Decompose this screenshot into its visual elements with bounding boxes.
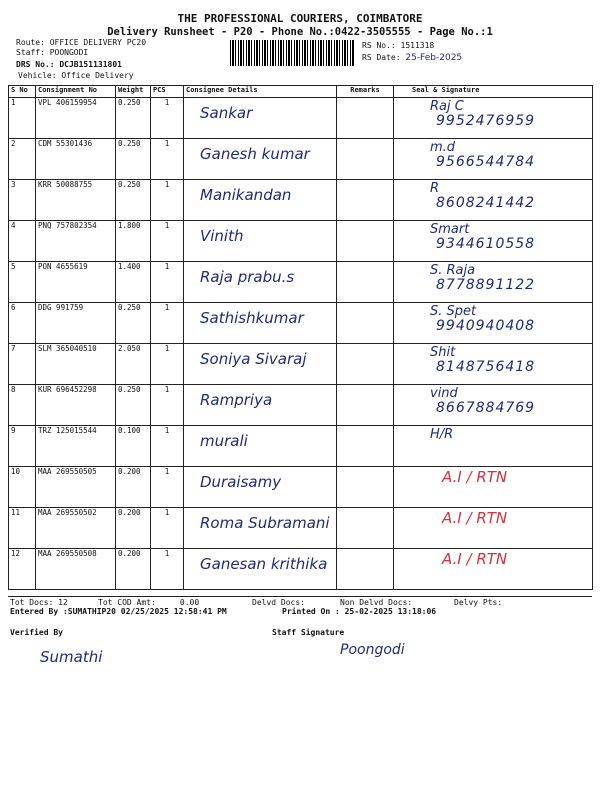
phone-handwriting: 9344610558 [436, 236, 536, 253]
phone-handwriting: 9566544784 [436, 154, 536, 171]
consignee-handwriting: Ganesan krithika [200, 555, 328, 573]
table-row [9, 426, 593, 467]
table-row [9, 385, 593, 426]
row-consignee [184, 180, 337, 221]
consignee-handwriting: Sankar [200, 104, 253, 122]
rs-date-value: 25-Feb-2025 [405, 53, 463, 63]
col-seal-signature: Seal & Signature [394, 86, 593, 98]
row-consignee [184, 344, 337, 385]
delvy-pts: Delvy Pts: [454, 598, 503, 607]
row-remarks [337, 385, 394, 426]
vehicle-label: Vehicle: Office Delivery [18, 71, 134, 80]
row-pcs: 1 [151, 508, 184, 549]
phone-handwriting: 8148756418 [436, 359, 536, 376]
row-pcs: 1 [151, 139, 184, 180]
row-sno: 10 [9, 467, 36, 508]
row-sno: 6 [9, 303, 36, 344]
row-remarks [337, 221, 394, 262]
company-title: THE PROFESSIONAL COURIERS, COIMBATORE [177, 12, 423, 25]
row-pcs: 1 [151, 549, 184, 590]
row-weight: 0.250 [116, 385, 151, 426]
signature-handwriting: A.I / RTN [442, 468, 508, 486]
verified-signature: Sumathi [40, 648, 103, 666]
staff-signature-label: Staff Signature [272, 628, 345, 637]
table-row [9, 303, 593, 344]
row-sno: 11 [9, 508, 36, 549]
row-consignment-no: KUR 696452298 [36, 385, 116, 426]
row-remarks [337, 426, 394, 467]
row-weight: 2.050 [116, 344, 151, 385]
row-signature [394, 139, 593, 180]
row-weight: 0.200 [116, 549, 151, 590]
printed-on: Printed On : 25-02-2025 13:18:06 [282, 607, 437, 616]
consignee-handwriting: Vinith [200, 227, 244, 245]
row-signature [394, 549, 593, 590]
table-row [9, 98, 593, 139]
row-sno: 12 [9, 549, 36, 590]
signature-handwriting: R [430, 181, 440, 196]
signature-handwriting: Smart [430, 222, 470, 237]
delvd-docs: Delvd Docs: [252, 598, 305, 607]
table-row [9, 467, 593, 508]
verified-by-label: Verified By [10, 628, 63, 637]
row-weight: 0.250 [116, 139, 151, 180]
tot-cod: Tot COD Amt: 0.00 [98, 598, 200, 607]
table-row [9, 262, 593, 303]
table-row [9, 221, 593, 262]
row-consignee [184, 426, 337, 467]
row-pcs: 1 [151, 98, 184, 139]
row-sno: 9 [9, 426, 36, 467]
row-consignee [184, 262, 337, 303]
row-consignee [184, 467, 337, 508]
row-remarks [337, 139, 394, 180]
row-weight: 0.250 [116, 303, 151, 344]
row-consignment-no: KRR 50088755 [36, 180, 116, 221]
row-signature [394, 467, 593, 508]
col-sno: S No [9, 86, 36, 98]
phone-handwriting: 9952476959 [436, 113, 536, 130]
row-weight: 0.200 [116, 467, 151, 508]
row-pcs: 1 [151, 467, 184, 508]
row-pcs: 1 [151, 221, 184, 262]
row-pcs: 1 [151, 344, 184, 385]
row-pcs: 1 [151, 303, 184, 344]
row-consignment-no: SLM 365040510 [36, 344, 116, 385]
row-sno: 4 [9, 221, 36, 262]
drs-number: DRS No.: DCJB151131801 [16, 60, 122, 69]
row-signature [394, 426, 593, 467]
phone-handwriting: 8667884769 [436, 400, 536, 417]
row-signature [394, 180, 593, 221]
signature-handwriting: H/R [430, 427, 454, 442]
row-weight: 0.250 [116, 98, 151, 139]
row-weight: 0.250 [116, 180, 151, 221]
consignee-handwriting: Soniya Sivaraj [200, 350, 307, 368]
row-sno: 5 [9, 262, 36, 303]
signature-handwriting: Raj C [430, 99, 464, 114]
row-pcs: 1 [151, 385, 184, 426]
runsheet-subtitle: Delivery Runsheet - P20 - Phone No.:0422-3505555 - Page No.:1 [107, 26, 493, 38]
row-consignment-no: VPL 406159954 [36, 98, 116, 139]
row-sno: 7 [9, 344, 36, 385]
table-row [9, 508, 593, 549]
runsheet-table [8, 85, 593, 590]
row-sno: 1 [9, 98, 36, 139]
row-remarks [337, 508, 394, 549]
phone-handwriting: 8778891122 [436, 277, 536, 294]
row-consignment-no: DDG 991759 [36, 303, 116, 344]
signature-handwriting: Shit [430, 345, 456, 360]
consignee-handwriting: Raja prabu.s [200, 268, 295, 286]
row-signature [394, 303, 593, 344]
row-pcs: 1 [151, 426, 184, 467]
row-consignee [184, 139, 337, 180]
signature-handwriting: S. Spet [430, 304, 477, 319]
row-signature [394, 221, 593, 262]
table-row [9, 139, 593, 180]
consignee-handwriting: Rampriya [200, 391, 273, 409]
row-remarks [337, 549, 394, 590]
row-sno: 8 [9, 385, 36, 426]
staff-handwritten-signature: Poongodi [340, 642, 405, 658]
table-row [9, 344, 593, 385]
row-consignee [184, 549, 337, 590]
row-signature [394, 508, 593, 549]
rs-number: RS No.: 1511318 [362, 41, 435, 50]
consignee-handwriting: Duraisamy [200, 473, 282, 491]
row-consignment-no: MAA 269550508 [36, 549, 116, 590]
tot-docs: Tot Docs: 12 [10, 598, 68, 607]
rs-date [362, 53, 462, 63]
row-consignment-no: PON 4655619 [36, 262, 116, 303]
row-remarks [337, 467, 394, 508]
rs-date-label: RS Date: [362, 53, 401, 62]
footer-divider [8, 596, 592, 597]
row-remarks [337, 303, 394, 344]
row-signature [394, 98, 593, 139]
entered-by: Entered By :SUMATHIP20 02/25/2025 12:58:41 PM [10, 607, 227, 616]
row-consignment-no: CDM 55301436 [36, 139, 116, 180]
signature-handwriting: A.I / RTN [442, 509, 508, 527]
row-signature [394, 344, 593, 385]
consignee-handwriting: Ganesh kumar [200, 145, 310, 163]
route-label: Route: OFFICE DELIVERY PC20 [16, 38, 147, 47]
row-weight: 0.200 [116, 508, 151, 549]
consignee-handwriting: Sathishkumar [200, 309, 304, 327]
row-consignee [184, 303, 337, 344]
row-sno: 3 [9, 180, 36, 221]
col-consignee: Consignee Details [184, 86, 337, 98]
non-delvd-docs: Non Delvd Docs: [340, 598, 413, 607]
row-consignment-no: MAA 269550505 [36, 467, 116, 508]
col-weight: Weight [116, 86, 151, 98]
consignee-handwriting: Roma Subramani [200, 514, 330, 532]
staff-label: Staff: POONGODI [16, 48, 89, 57]
row-consignee [184, 98, 337, 139]
signature-handwriting: S. Raja [430, 263, 476, 278]
signature-handwriting: vind [430, 386, 458, 401]
row-weight: 1.800 [116, 221, 151, 262]
row-consignee [184, 508, 337, 549]
row-signature [394, 385, 593, 426]
consignee-handwriting: murali [200, 432, 248, 450]
col-consignment: Consignment No [36, 86, 116, 98]
row-consignee [184, 385, 337, 426]
row-consignment-no: PNQ 757802354 [36, 221, 116, 262]
row-signature [394, 262, 593, 303]
row-remarks [337, 98, 394, 139]
col-remarks: Remarks [337, 86, 394, 98]
table-row [9, 180, 593, 221]
row-pcs: 1 [151, 262, 184, 303]
table-row [9, 549, 593, 590]
col-pcs: PCS [151, 86, 184, 98]
row-remarks [337, 180, 394, 221]
row-remarks [337, 262, 394, 303]
phone-handwriting: 8608241442 [436, 195, 536, 212]
table-header-row [9, 86, 593, 98]
row-consignee [184, 221, 337, 262]
barcode [230, 40, 355, 66]
row-remarks [337, 344, 394, 385]
phone-handwriting: 9940940408 [436, 318, 536, 335]
row-consignment-no: TRZ 125015544 [36, 426, 116, 467]
signature-handwriting: A.I / RTN [442, 550, 508, 568]
row-sno: 2 [9, 139, 36, 180]
row-pcs: 1 [151, 180, 184, 221]
row-weight: 0.100 [116, 426, 151, 467]
consignee-handwriting: Manikandan [200, 186, 292, 204]
row-weight: 1.400 [116, 262, 151, 303]
signature-handwriting: m.d [430, 140, 456, 155]
row-consignment-no: MAA 269550502 [36, 508, 116, 549]
